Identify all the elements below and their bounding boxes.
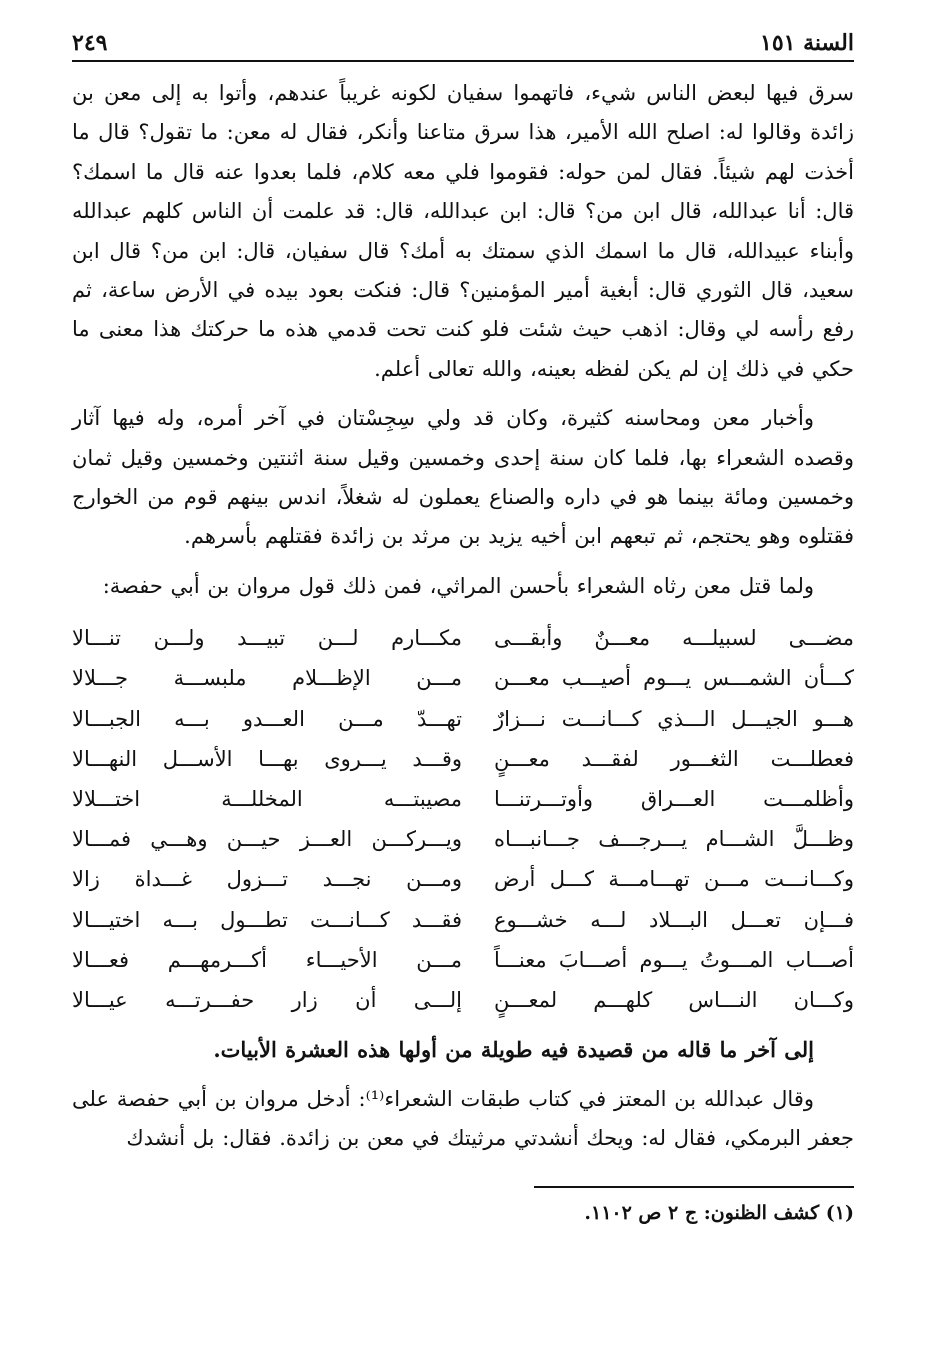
verse	[72, 980, 854, 1020]
verse	[72, 739, 854, 779]
footnote: (١) كشف الظنون: ج ٢ ص ١١٠٢.	[584, 1202, 854, 1225]
verse-first-hemistich: أصـــاب المـــوتُ يـــوم أصـــابَ معنـــاً	[494, 947, 854, 972]
verse-first-hemistich: هـــو الجيـــل الـــذي كـــانـــت نـــزارٌ	[494, 706, 854, 731]
running-head	[72, 30, 854, 60]
verse-second-hemistich: فقـــد كـــانـــت تطـــول بـــه اختيـــالا	[72, 907, 462, 932]
verse	[72, 779, 854, 819]
verse-first-hemistich: فـــإن تعـــل البـــلاد لـــه خشـــوع	[494, 907, 854, 932]
verse-first-hemistich: وظـــلَّ الشـــام يـــرجـــف جـــانبـــاه	[494, 827, 854, 852]
verse-second-hemistich: مصيبتـــه المخللـــة اختـــلالا	[72, 787, 462, 812]
section-title: السنة ١٥١	[760, 30, 854, 56]
verse	[72, 859, 854, 899]
verse	[72, 658, 854, 698]
footnote-rule	[534, 1186, 854, 1188]
verse-second-hemistich: تهـــدّ مـــن العـــدو بـــه الجبـــالا	[72, 706, 462, 731]
verse-first-hemistich: فعطلـــت الثغـــور لفقـــد معـــنٍ	[494, 746, 854, 771]
verse-first-hemistich: وأظلمـــت العـــراق وأوتـــرتنـــا	[494, 787, 854, 812]
paragraph-2: وأخبار معن ومحاسنه كثيرة، وكان قد ولي سِجِسْتان في آخر أمره، وله فيها آثار وقصده الشعراء بها، فلما كان سنة إحدى وخمسين وقيل سنة اثنتين وخمسين وقيل ثمان وخمسين ومائة بينما هو في داره والصناع يعملون له شغلاً، اندس بينهم قوم من الخوارج فقتلوه وهو يحتجم، ثم تبعهم ابن أخيه يزيد بن مرثد بن زائدة فقتلهم بأسرهم.	[72, 406, 854, 549]
paragraph-3: ولما قتل معن رثاه الشعراء بأحسن المراثي، فمن ذلك قول مروان بن أبي حفصة:	[102, 573, 814, 598]
verse	[72, 940, 854, 980]
verse	[72, 900, 854, 940]
verse	[72, 699, 854, 739]
verse	[72, 819, 854, 859]
verse-second-hemistich: مكـــارم لـــن تبيـــد ولـــن تنـــالا	[72, 626, 462, 651]
verse	[72, 618, 854, 658]
verse-second-hemistich: مـــن الإظـــلام ملبســـة جـــلالا	[72, 666, 462, 691]
verse-second-hemistich: ويـــركـــن العـــز حيـــن وهـــي فمـــالا	[72, 827, 462, 852]
verse-second-hemistich: مـــن الأحيـــاء أكـــرمهـــم فعـــالا	[72, 947, 462, 972]
verse-first-hemistich: مضـــى لسبيلـــه معـــنٌ وأبقـــى	[494, 626, 854, 651]
verse-first-hemistich: كـــأن الشمـــس يـــوم أصيـــب معـــن	[494, 666, 854, 691]
closing-paragraph: وقال عبدالله بن المعتز في كتاب طبقات الشعراء⁽¹⁾: أدخل مروان بن أبي حفصة على جعفر البرمكي، فقال له: ويحك أنشدتي مرثيتك في معن بن زائدة. فقال: بل أنشدك	[72, 1086, 854, 1150]
header-rule	[72, 60, 854, 62]
verse-first-hemistich: وكـــان النـــاس كلهـــم لمعـــنٍ	[494, 987, 854, 1012]
verse-second-hemistich: وقـــد يـــروى بهـــا الأســـل النهـــالا	[72, 746, 462, 771]
page-number: ٢٤٩	[72, 30, 108, 56]
verse-first-hemistich: وكـــانـــت مـــن تهـــامـــة كـــل أرض	[494, 867, 854, 892]
paragraph-1: سرق فيها لبعض الناس شيء، فاتهموا سفيان لكونه غريباً عندهم، وأتوا به إلى معن بن زائدة وقالوا له: اصلح الله الأمير، هذا سرق متاعنا وأنكر، فقال له معن: ما تقول؟ قال ما أخذت لهم شيئاً. فقال لمن حوله: فقوموا فلي معه كلام، فلما بعدوا عنه قال ما اسمك؟ قال: أنا عبدالله، قال ابن من؟ قال: ابن عبدالله، قال: قد علمت أن الناس كلهم عبدالله وأبناء عبيدالله، قال ما اسمك الذي سمتك به أمك؟ قال سفيان، قال: ابن من؟ قال ابن سعيد، قال الثوري قال: أبغية أمير المؤمنين؟ قال: فنكت بعود بيده في الأرض ساعة، ثم رفع رأسه لي وقال: اذهب حيث شئت فلو كنت تحت قدمي هذه ما حركتك هذا معنى ما حكي في ذلك إن لم يكن لفظه بعينه، والله تعالى أعلم.	[72, 81, 854, 381]
verse-second-hemistich: إلـــى أن زار حفـــرتـــه عيـــالا	[72, 987, 462, 1012]
after-poem-note: إلى آخر ما قاله من قصيدة فيه طويلة من أولها هذه العشرة الأبيات.	[213, 1037, 814, 1063]
verse-second-hemistich: ومـــن نجـــد تـــزول غـــداة زالا	[72, 867, 462, 892]
poem	[72, 618, 854, 1020]
